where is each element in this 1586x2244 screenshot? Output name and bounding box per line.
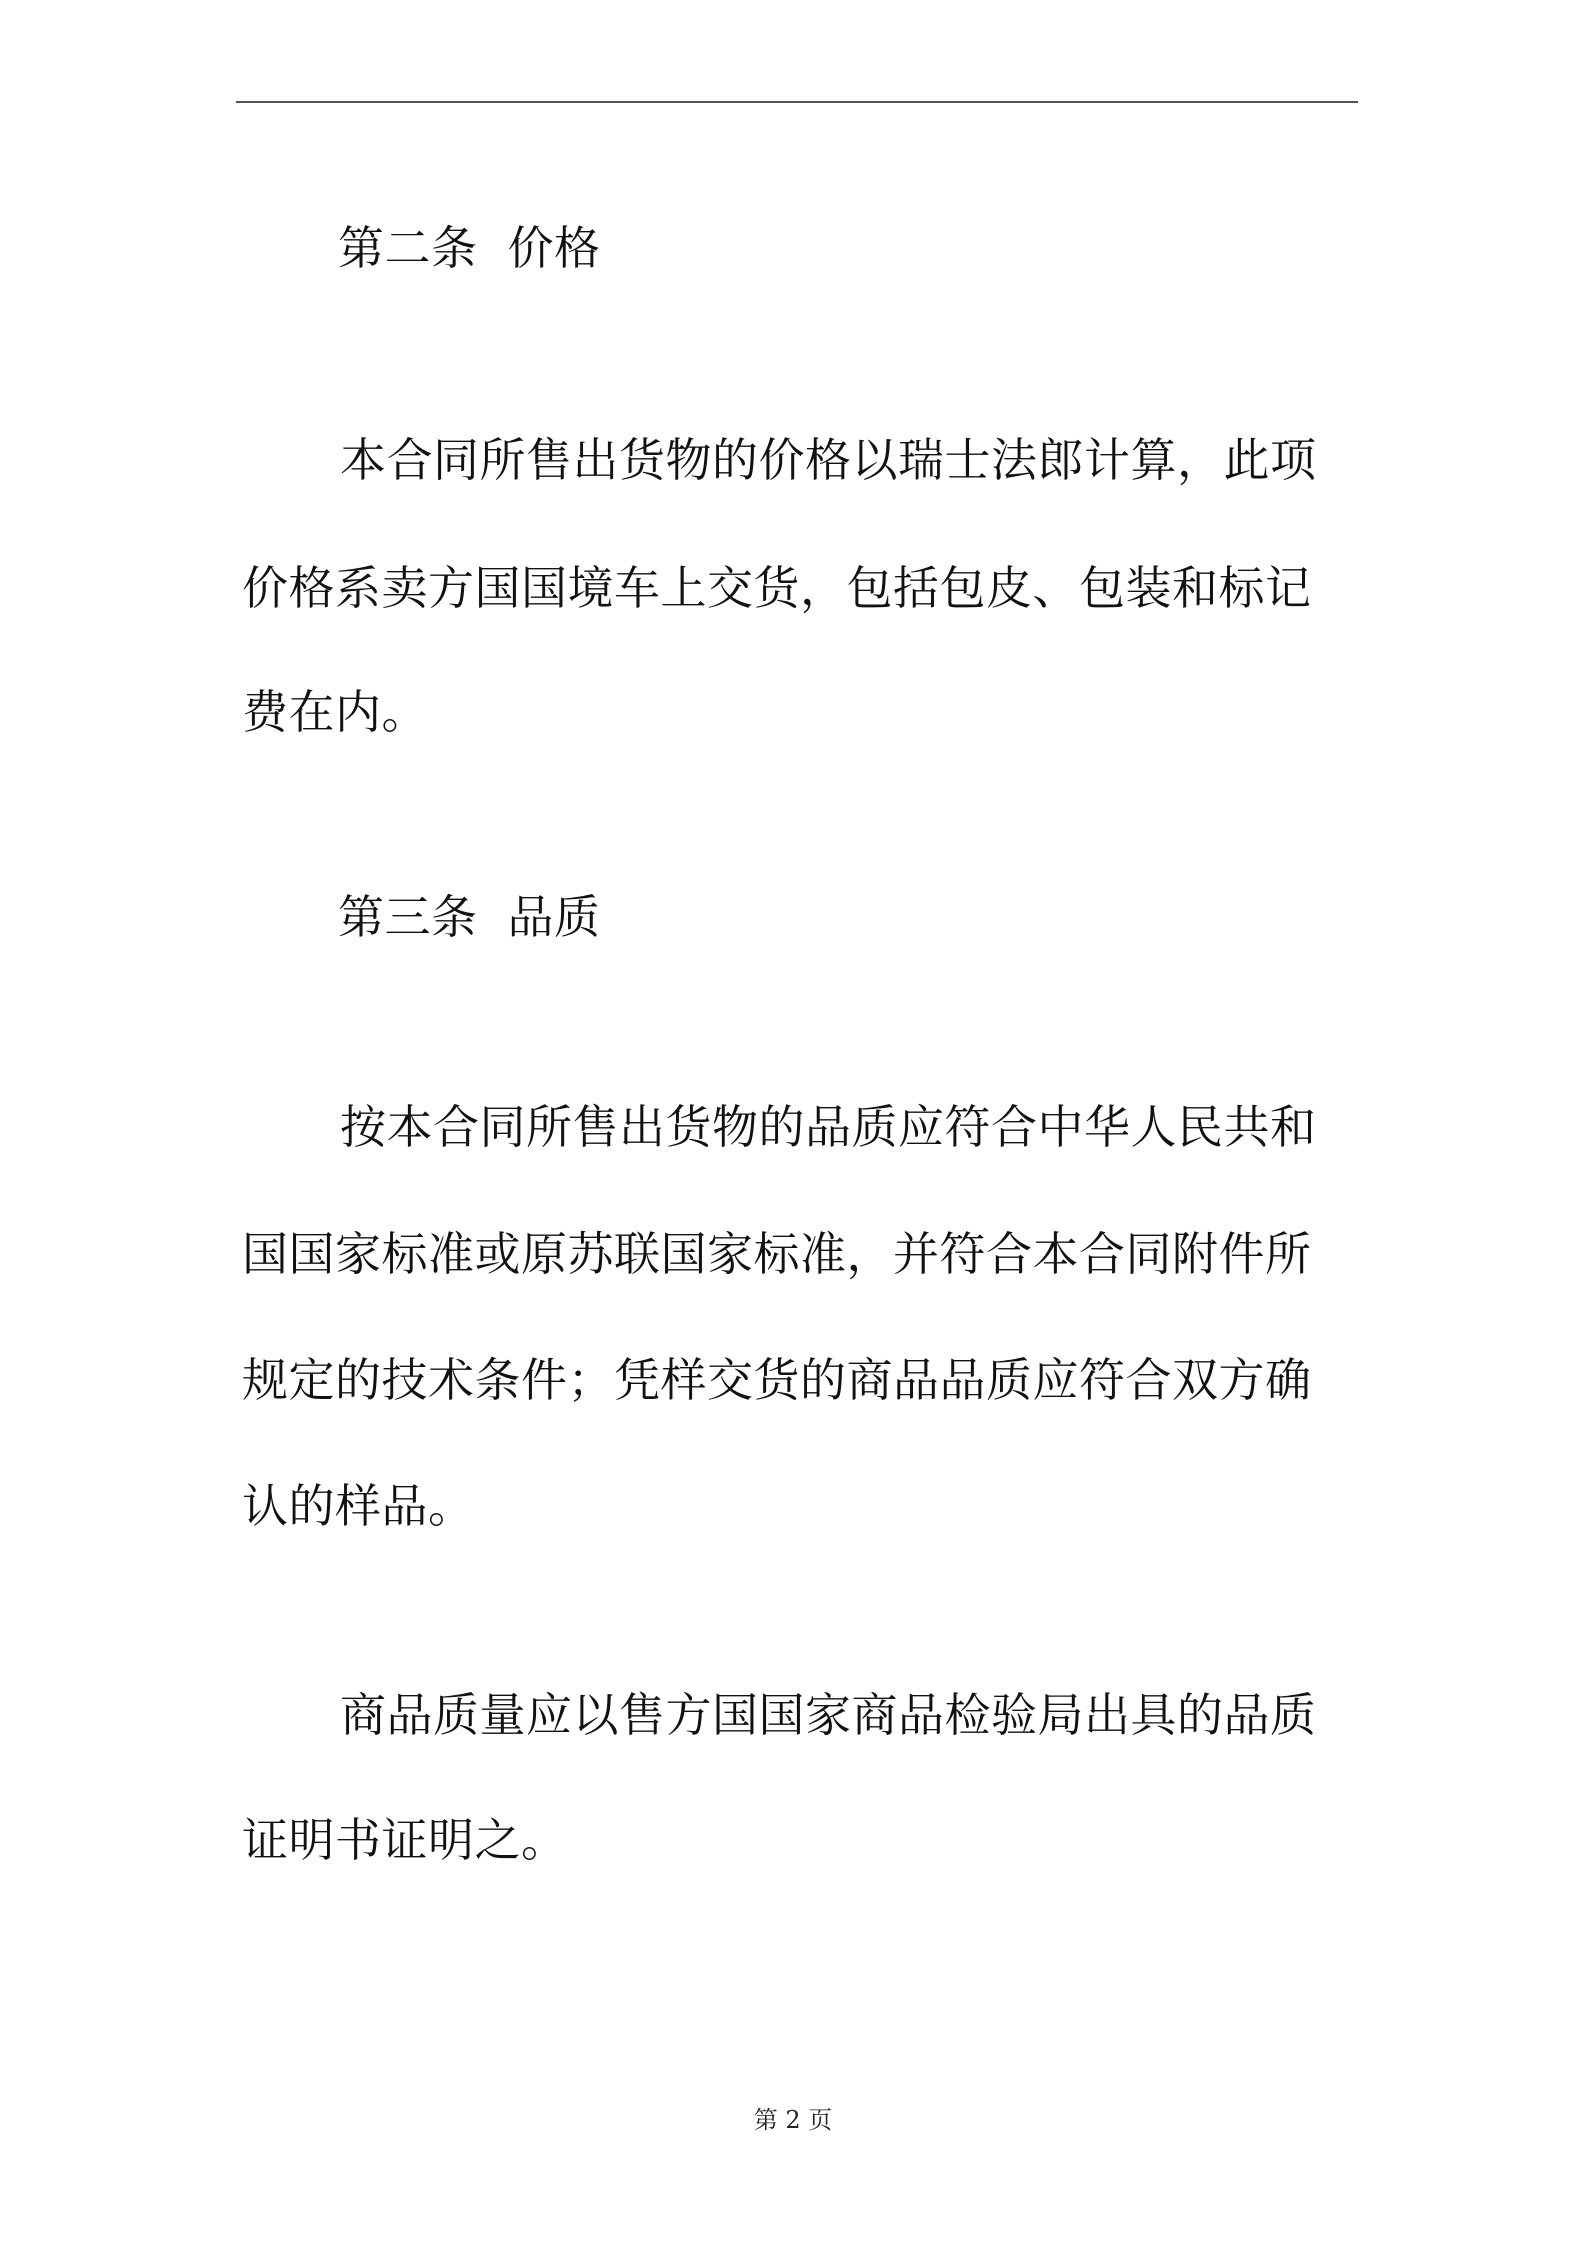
article-3-text-line: 规定的技术条件；凭样交货的商品品质应符合双方确 [242,1353,1312,1407]
header-rule [236,101,1358,103]
article-3-text-line: 国国家标准或原苏联国家标准，并符合本合同附件所 [242,1227,1312,1281]
article-2-text-line: 费在内。 [242,685,428,739]
article-2-text-line: 本合同所售出货物的价格以瑞士法郎计算，此项 [340,433,1317,487]
article-2-title: 价格 [507,221,601,275]
article-3-text-line: 认的样品。 [242,1479,475,1533]
article-2-heading [338,216,601,280]
article-3-text-line: 按本合同所售出货物的品质应符合中华人民共和 [340,1100,1317,1154]
page-number: 第 2 页 [753,2106,833,2134]
article-2-number: 第二条 [338,221,478,275]
article-3-text-line: 证明书证明之。 [242,1813,568,1867]
article-2-text-line: 价格系卖方国国境车上交货，包括包皮、包装和标记 [242,561,1312,615]
article-3-heading [338,885,601,949]
article-3-title: 品质 [507,890,601,944]
article-3-number: 第三条 [338,890,478,944]
article-3-text-line: 商品质量应以售方国国家商品检验局出具的品质 [340,1688,1317,1742]
